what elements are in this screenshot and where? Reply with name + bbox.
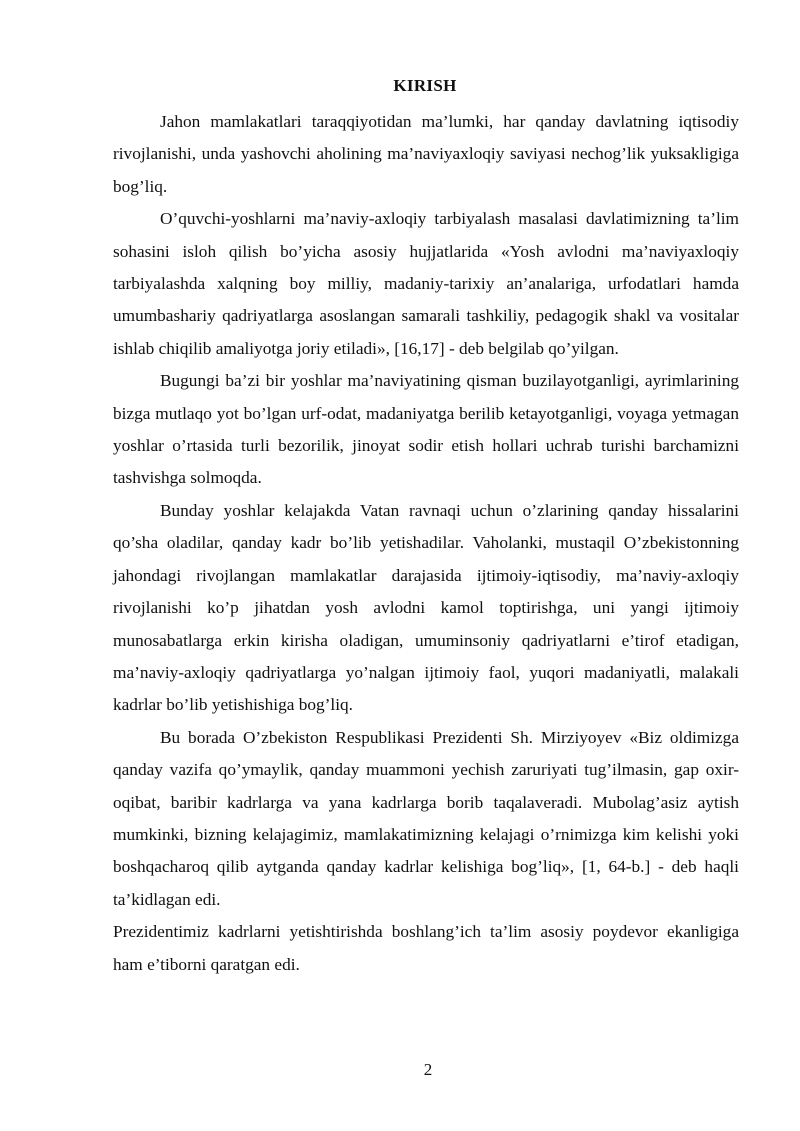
- document-body: [113, 106, 739, 981]
- paragraph-4: Bunday yoshlar kelajakda Vatan ravnaqi uchun o’zlarining qanday hissalarini qo’sha oladilar, qanday kadr bo’lib yetishadilar. Vaholanki, mustaqil O’zbekistonning jahondagi rivojlangan mamlakatlar darajasida ijtimoiy-iqtisodiy, ma’naviy-axloqiy rivojlanishi ko’p jihatdan yosh avlodni kamol toptirishga, uni yangi ijtimoiy munosabatlarga erkin kirisha oladigan, umuminsoniy qadriyatlarni e’tirof etadigan, ma’naviy-axloqiy qadriyatlarga yo’nalgan ijtimoiy faol, yuqori madaniyatli, malakali kadrlar bo’lib yetishishiga bog’liq.: [113, 500, 739, 715]
- page-title: KIRISH: [393, 76, 457, 95]
- paragraph-3: Bugungi ba’zi bir yoshlar ma’naviyatining qisman buzilayotganligi, ayrimlarining bizga mutlaqo yot bo’lgan urf-odat, madaniyatga berilib ketayotganligi, voyaga yetmagan yoshlar o’rtasida turli bezorilik, jinoyat sodir etish hollari uchrab turishi barchamizni tashvishga solmoqda.: [113, 371, 739, 488]
- paragraph-1: Jahon mamlakatlari taraqqiyotidan ma’lumki, har qanday davlatning iqtisodiy rivojlanishi, unda yashovchi aholining ma’naviyaxloqiy saviyasi nechog’lik yuksakligiga bog’liq.: [113, 112, 739, 196]
- paragraph-2: O’quvchi-yoshlarni ma’naviy-axloqiy tarbiyalash masalasi davlatimizning ta’lim sohasini isloh qilish bo’yicha asosiy hujjatlarida «Yosh avlodni ma’naviyaxloqiy tarbiyalashda xalqning boy milliy, madaniy-tarixiy an’analariga, urfodatlari hamda umumbashariy qadriyatlarga asoslangan samarali tashkiliy, pedagogik shakl va vositalar ishlab chiqilib amaliyotga joriy etiladi», [16,17] - deb belgilab qo’yilgan.: [113, 209, 739, 358]
- paragraph-6: Prezidentimiz kadrlarni yetishtirishda boshlang’ich ta’lim asosiy poydevor ekanligiga ham e’tiborni qaratgan edi.: [113, 922, 739, 974]
- paragraph-5: Bu borada O’zbekiston Respublikasi Prezidenti Sh. Mirziyoyev «Biz oldimizga qanday vazifa qo’ymaylik, qanday muammoni yechish zaruriyati tug’ilmasin, gap oxir-oqibat, baribir kadrlarga va yana kadrlarga borib taqalaveradi. Mubolag’asiz aytish mumkinki, bizning kelajagimiz, mamlakatimizning kelajagi o’rnimizga kim kelishi yoki boshqacharoq qilib aytganda qanday kadrlar kelishiga bog’liq», [1, 64-b.] - deb haqli ta’kidlagan edi.: [113, 727, 739, 909]
- page-number: 2: [423, 1060, 433, 1079]
